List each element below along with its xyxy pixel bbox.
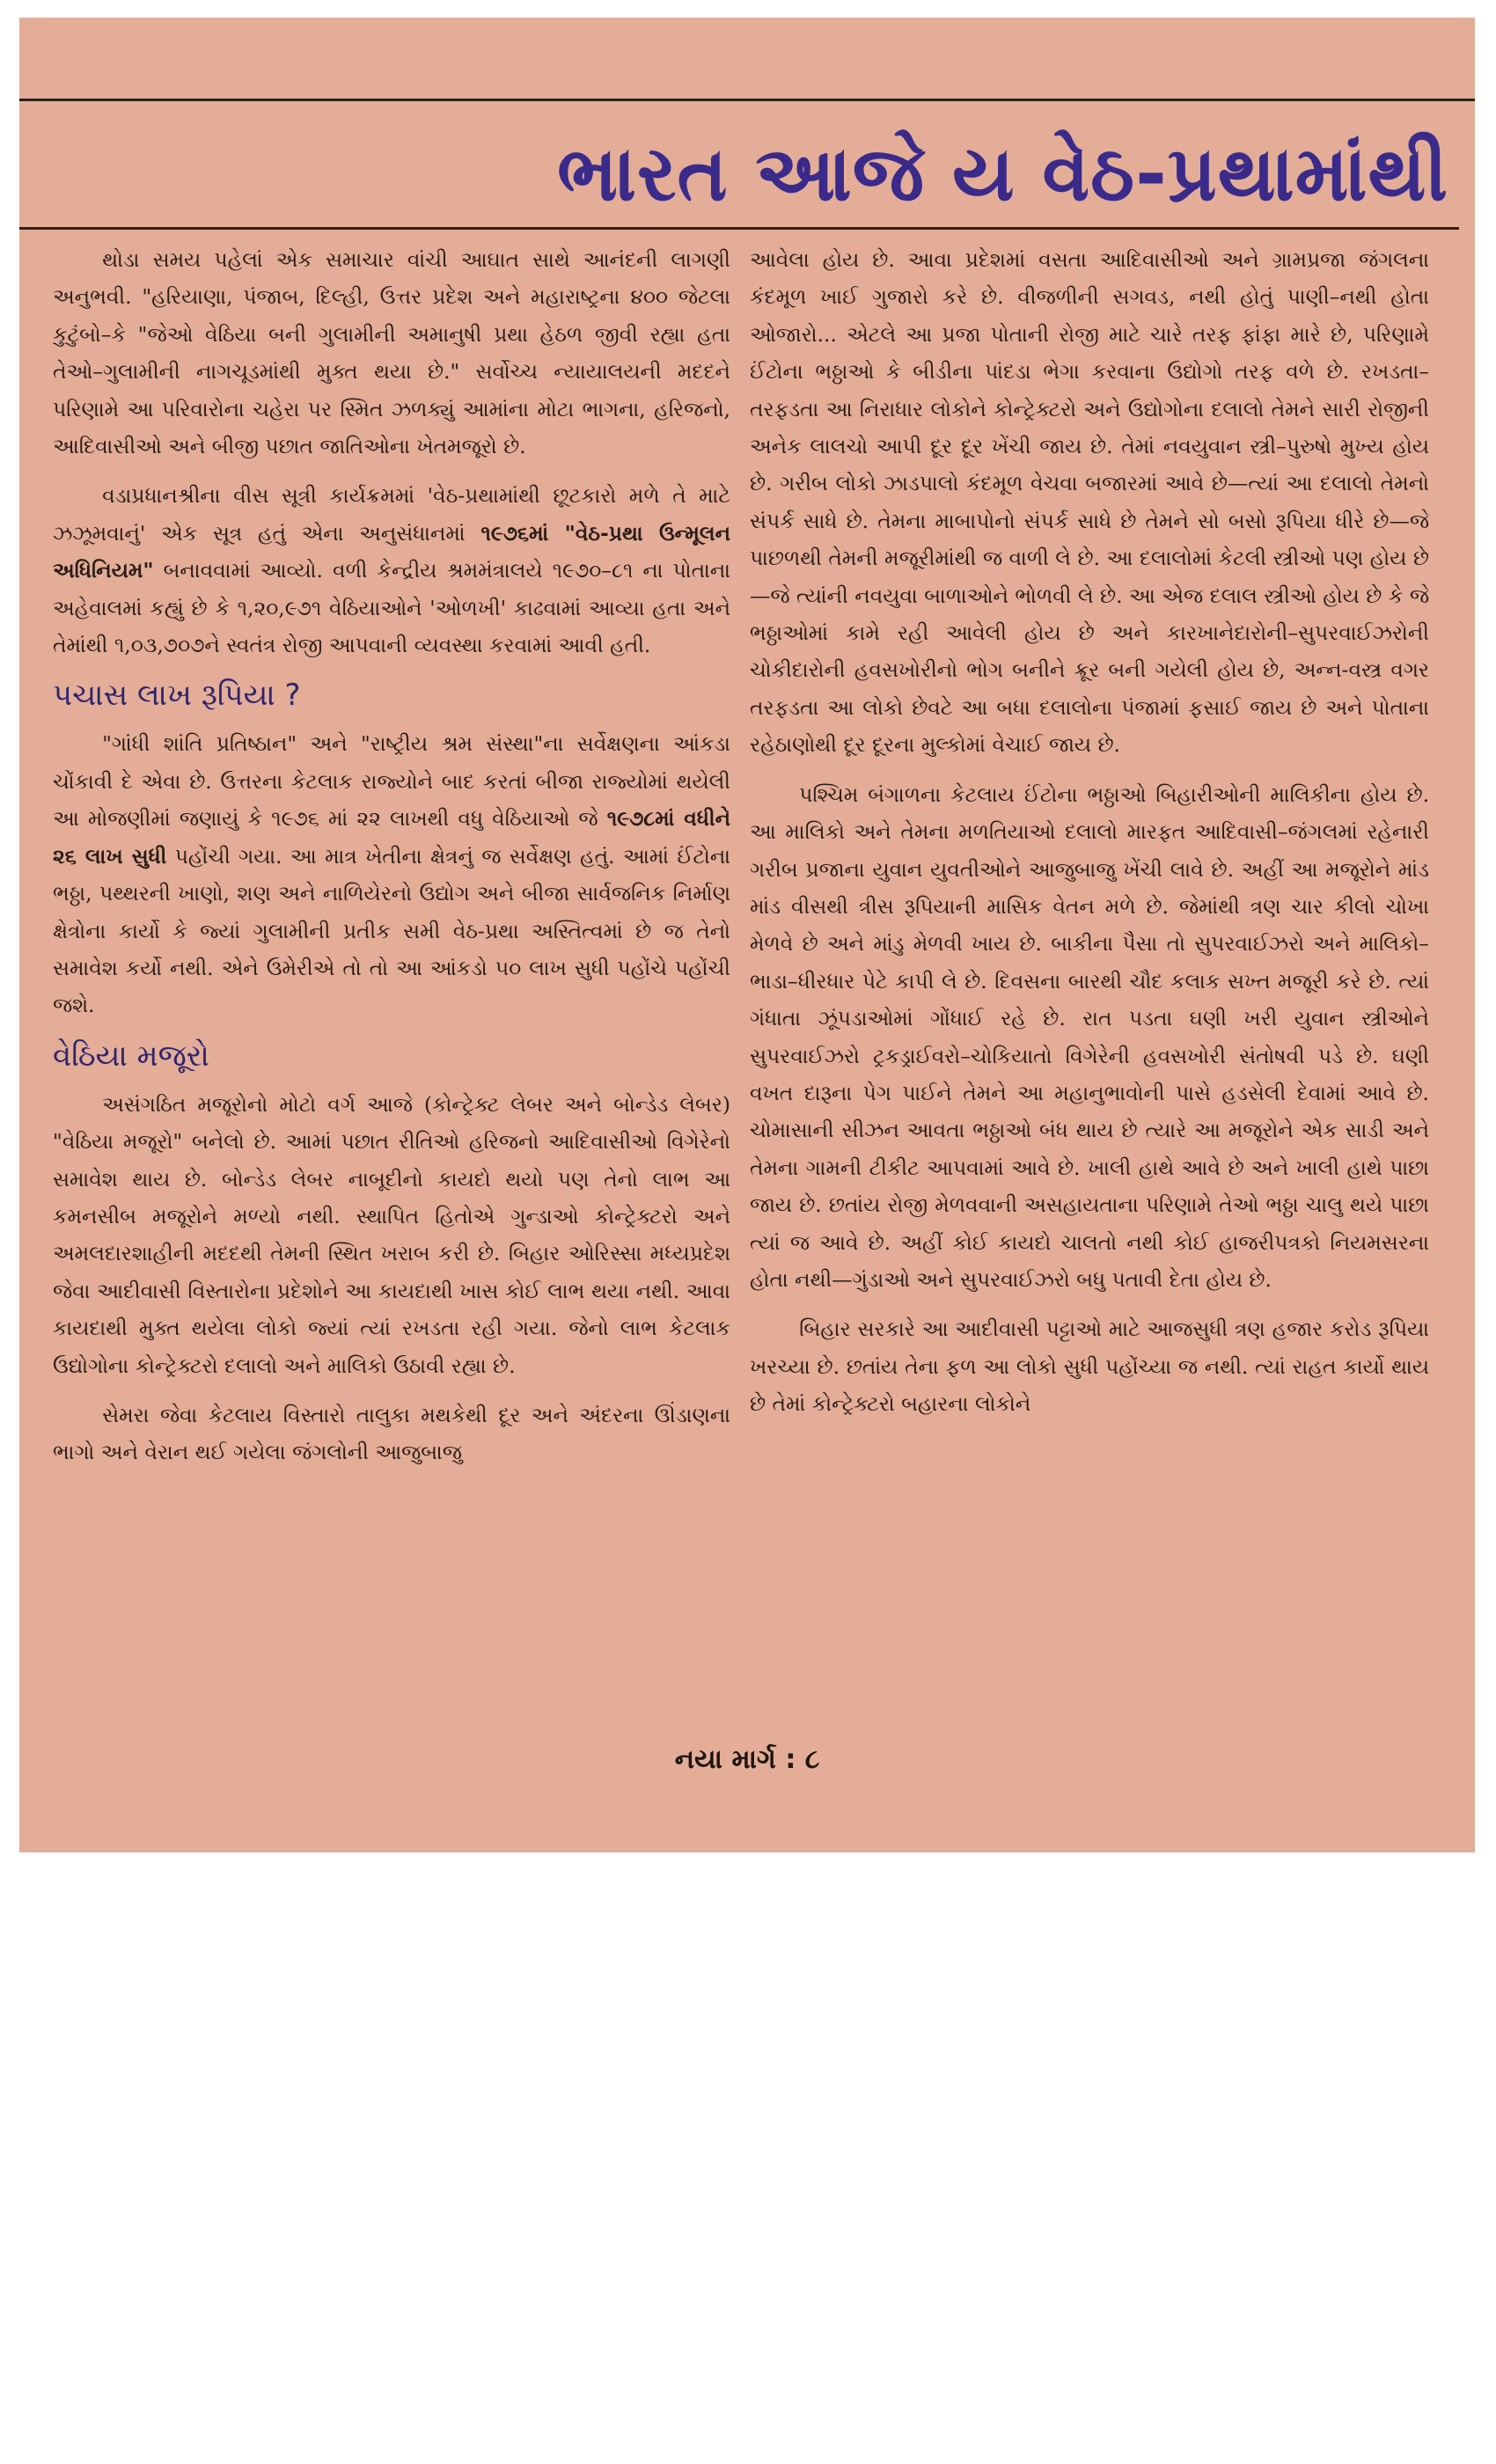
top-rule	[19, 99, 1475, 101]
paragraph: આવેલા હોય છે. આવા પ્રદેશમાં વસતા આદિવાસીઓ અને ગ્રામપ્રજા જંગલના કંદમૂળ ખાઈ ગુજારો કરે છે. વીજળીની સગવડ, નથી હોતું પાણી–નથી હોતા ઓજારો... એટલે આ પ્રજા પોતાની રોજી માટે ચારે તરફ ફાંફા મારે છે, પરિણામે ઈંટોના ભઠ્ઠાઓ કે બીડીના પાંદડા ભેગા કરવાના ઉદ્યોગો તરફ વળે છે. રખડતા–તરફડતા આ નિરાધાર લોકોને કોન્ટ્રેક્ટરો અને ઉદ્યોગોના દલાલો તેમને સારી રોજીની અનેક લાલચો આપી દૂર દૂર ખેંચી જાય છે. તેમાં નવયુવાન સ્ત્રી–પુરુષો મુખ્ય હોય છે. ગરીબ લોકો ઝાડપાલો કંદમૂળ વેચવા બજારમાં આવે છે—ત્યાં આ દલાલો તેમનો સંપર્ક સાધે છે. તેમના માબાપોનો સંપર્ક સાધે છે તેમને સો બસો રૂપિયા ધીરે છે—જે પાછળથી તેમની મજૂરીમાંથી જ વાળી લે છે. આ દલાલોમાં કેટલી સ્ત્રીઓ પણ હોય છે—જે ત્યાંની નવયુવા બાળાઓને ભોળવી લે છે. આ એજ દલાલ સ્ત્રીઓ હોય છે કે જે ભઠ્ઠાઓમાં કામે રહી આવેલી હોય છે અને કારખાનેદારોની–સુપરવાઈઝરોની ચોકીદારોની હવસખોરીનો ભોગ બનીને ક્રૂર બની ગયેલી હોય છે, અન્ન-વસ્ત્ર વગર તરફડતા આ લોકો છેવટે આ બધા દલાલોના પંજામાં ફસાઈ જાય છે અને પોતાના રહેઠાણોથી દૂર દૂરના મુલ્કોમાં વેચાઈ જાય છે.	[750, 247, 1429, 758]
paragraph	[53, 725, 730, 1023]
paragraph-text: બનાવવામાં આવ્યો. વળી કેન્દ્રીય શ્રમમંત્રાલયે ૧૯૭૦–૮૧ ના પોતાના અહેવાલમાં કહ્યું છે કે ૧,૨૦,૯૭૧ વેઠિયાઓને 'ઓળખી' કાઢવામાં આવ્યા હતા અને તેમાંથી ૧,૦૩,૭૦૭ને સ્વતંત્ર રોજી આપવાની વ્યવસ્થા કરવામાં આવી હતી.	[53, 558, 730, 658]
emphasis-text: ૧૯૭૬માં "વેઠ-પ્રથા ઉન્મૂલન અધિનિયમ"	[53, 520, 730, 583]
paragraph: સેમરા જેવા કેટલાય વિસ્તારો તાલુકા મથકેથી દૂર અને અંદરના ઊંડાણના ભાગો અને વેરાન થઈ ગયેલા જંગલોની આજુબાજુ	[53, 1402, 730, 1465]
right-column	[750, 241, 1429, 1755]
emphasis-text: ૧૯૭૮માં વધીને ૨૬ લાખ સુધી	[53, 806, 730, 869]
paragraph-text: વડાપ્રધાનશ્રીના વીસ સૂત્રી કાર્યક્રમમાં 'વેઠ-પ્રથામાંથી છૂટકારો મળે તે માટે ઝઝૂમવાનું' એક સૂત્ર હતું એના અનુસંધાનમાં	[53, 483, 730, 546]
paragraph: બિહાર સરકારે આ આદીવાસી પટ્ટાઓ માટે આજસુધી ત્રણ હજાર કરોડ રૂપિયા ખરચ્યા છે. છતાંય તેના ફળ આ લોકો સુધી પહોંચ્યા જ નથી. ત્યાં રાહત કાર્યો થાય છે તેમાં કોન્ટ્રેક્ટરો બહારના લોકોને	[750, 1316, 1429, 1417]
magazine-page	[19, 18, 1475, 1852]
section-heading: વેઠિયા મજૂરો	[53, 1038, 209, 1074]
left-column	[53, 241, 730, 1755]
paragraph-text: પહોંચી ગયા. આ માત્ર ખેતીના ક્ષેત્રનું જ સર્વેક્ષણ હતું. આમાં ઈંટોના ભઠ્ઠા, પથ્થરની ખાણો, શણ અને નાળિયેરનો ઉદ્યોગ અને બીજા સાર્વજનિક નિર્માણ ક્ષેત્રોના કાર્યો કે જ્યાં ગુલામીની પ્રતીક સમી વેઠ-પ્રથા અસ્તિત્વમાં છે જ તેનો સમાવેશ કર્યો નથી. એને ઉમેરીએ તો તો આ આંકડો ૫૦ લાખ સુધી પહોંચે પહોંચી જશે.	[53, 843, 730, 1018]
page-folio: નયા માર્ગ : ૮	[674, 1744, 820, 1775]
paragraph: થોડા સમય પહેલાં એક સમાચાર વાંચી આઘાત સાથે આનંદની લાગણી અનુભવી. "હરિયાણા, પંજાબ, દિલ્હી, ઉત્તર પ્રદેશ અને મહારાષ્ટ્રના ૪૦૦ જેટલા કુટુંબો–કે "જેઓ વેઠિયા બની ગુલામીની અમાનુષી પ્રથા હેઠળ જીવી રહ્યા હતા તેઓ–ગુલામીની નાગચૂડમાંથી મુક્ત થયા છે." સર્વોચ્ચ ન્યાયાલયની મદદને પરિણામે આ પરિવારોના ચહેરા પર સ્મિત ઝળક્યું આમાંના મોટા ભાગના, હરિજનો, આદિવાસીઓ અને બીજી પછાત જાતિઓના ખેતમજૂરો છે.	[53, 247, 730, 459]
paragraph: પશ્ચિમ બંગાળના કેટલાય ઈંટોના ભઠ્ઠાઓ બિહારીઓની માલિકીના હોય છે. આ માલિકો અને તેમના મળતિયાઓ દલાલો મારફત આદિવાસી–જંગલમાં રહેનારી ગરીબ પ્રજાના યુવાન યુવતીઓને આજુબાજુ ખેંચી લાવે છે. અહીં આ મજૂરોને માંડ માંડ વીસથી ત્રીસ રૂપિયાની માસિક વેતન મળે છે. જેમાંથી ત્રણ ચાર કીલો ચોખા મેળવે છે અને માંડુ મેળવી ખાય છે. બાકીના પૈસા તો સુપરવાઈઝરો અને માલિકો–ભાડા–ધીરધાર પેટે કાપી લે છે. દિવસના બારથી ચૌદ કલાક સખ્ત મજૂરી કરે છે. ત્યાં ગંધાતા ઝૂંપડાઓમાં ગોંધાઈ રહે છે. રાત પડતા ઘણી ખરી યુવાન સ્ત્રીઓને સુપરવાઈઝરો ટ્રકડ્રાઈવરો–ચોકિયાતો વિગેરેની હવસખોરી સંતોષવી પડે છે. ઘણી વખત દારૂના પેગ પાઈને તેમને આ મહાનુભાવોની પાસે હડસેલી દેવામાં આવે છે. ચોમાસાની સીઝન આવતા ભઠ્ઠાઓ બંધ થાય છે ત્યારે આ મજૂરોને એક સાડી અને તેમના ગામની ટીકીટ આપવામાં આવે છે. ખાલી હાથે આવે છે અને ખાલી હાથે પાછા જાય છે. છતાંય રોજી મેળવવાની અસહાયતાના પરિણામે તેઓ ભઠ્ઠા ચાલુ થયે પાછા ત્યાં જ આવે છે. અહીં કોઈ કાયદો ચાલતો નથી કોઈ હાજરીપત્રકો નિયમસરના હોતા નથી—ગુંડાઓ અને સુપરવાઈઝરો બધુ પતાવી દેતા હોય છે.	[750, 781, 1429, 1292]
section-heading: પચાસ લાખ રૂપિયા ?	[53, 678, 301, 714]
paragraph: અસંગઠિત મજૂરોનો મોટો વર્ગ આજે (કોન્ટ્રેક્ટ લેબર અને બોન્ડેડ લેબર) "વેઠિયા મજૂરો" બનેલો છે. આમાં પછાત રીતિઓ હરિજનો આદિવાસીઓ વિગેરેનો સમાવેશ થાય છે. બોન્ડેડ લેબર નાબૂદીનો કાયદો થયો પણ તેનો લાભ આ કમનસીબ મજૂરોને મળ્યો નથી. સ્થાપિત હિતોએ ગુન્ડાઓ કોન્ટ્રેક્ટરો અને અમલદારશાહીની મદદથી તેમની સ્થિત ખરાબ કરી છે. બિહાર ઓરિસ્સા મધ્યપ્રદેશ જેવા આદીવાસી વિસ્તારોના પ્રદેશોને આ કાયદાથી ખાસ કોઈ લાભ થયા નથી. આવા કાયદાથી મુક્ત થયેલા લોકો જ્યાં ત્યાં રખડતા રહી ગયા. જેનો લાભ કેટલાક ઉદ્યોગોના કોન્ટ્રેક્ટરો દલાલો અને માલિકો ઉઠાવી રહ્યા છે.	[53, 1091, 730, 1378]
paragraph	[53, 477, 730, 664]
headline-rule	[19, 227, 1459, 230]
article-headline: ભારત આજે ય વેઠ-પ્રથામાંથી	[557, 130, 1448, 218]
paragraph-text: "ગાંધી શાંતિ પ્રતિષ્ઠાન" અને "રાષ્ટ્રીય શ્રમ સંસ્થા"ના સર્વેક્ષણના આંકડા ચોંકાવી દે એવા છે. ઉત્તરના કેટલાક રાજ્યોને બાદ કરતાં બીજા રાજ્યોમાં થયેલી આ મોજણીમાં જણાયું કે ૧૯૭૬ માં ૨૨ લાખથી વધુ વેઠિયાઓ જે	[53, 731, 730, 832]
